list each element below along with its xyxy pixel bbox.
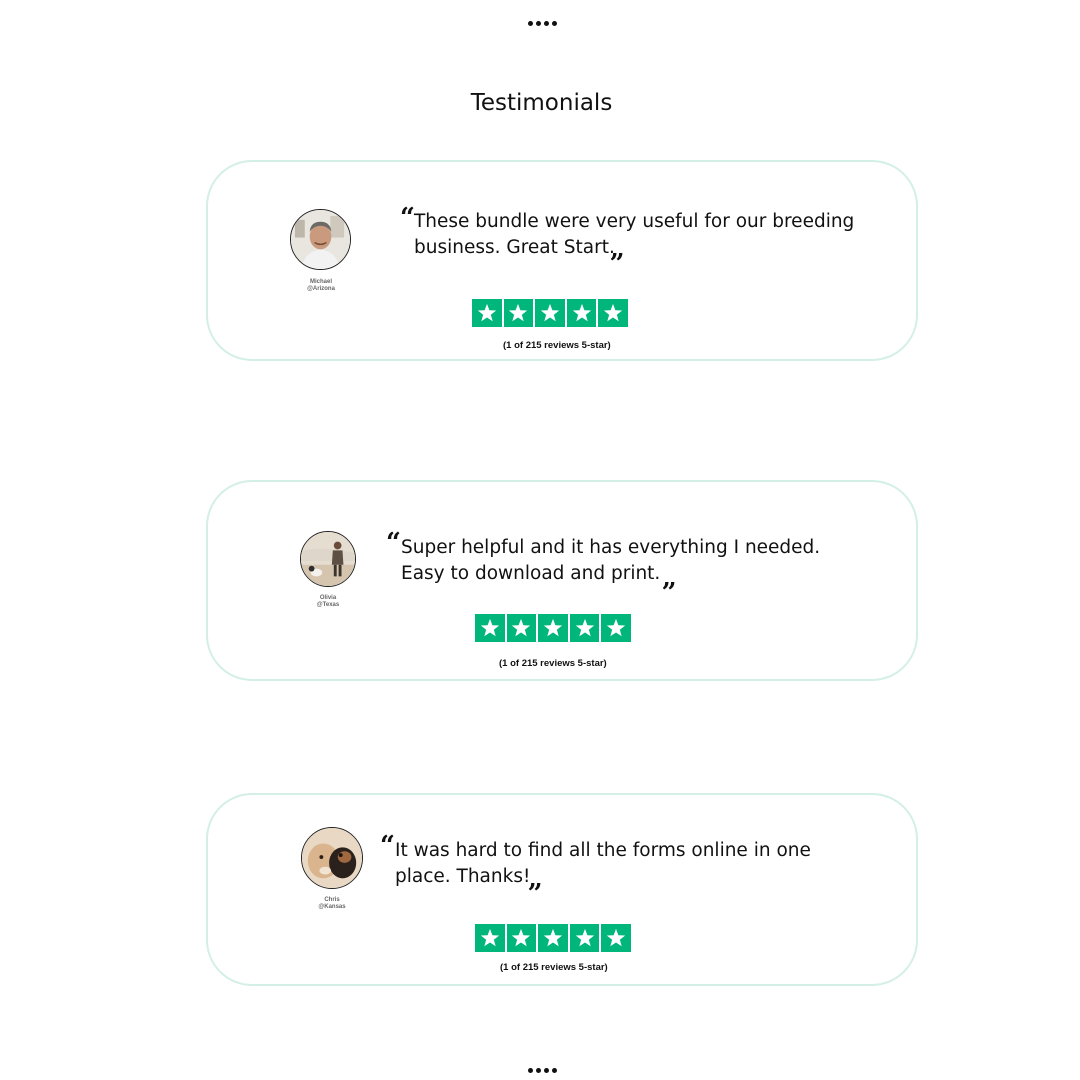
quote-open-icon: “ — [386, 528, 401, 558]
reviewer-info — [292, 897, 372, 911]
star-icon — [475, 614, 505, 642]
testimonial-quote — [401, 535, 820, 587]
star-icon — [538, 924, 568, 952]
reviewer-name: Michael — [309, 279, 332, 285]
star-rating — [475, 614, 631, 642]
testimonial-quote — [395, 838, 811, 894]
quote-line: business. Great Start. — [414, 237, 615, 258]
reviewer-name: Olivia — [319, 595, 337, 601]
star-icon — [475, 924, 505, 952]
star-icon — [538, 614, 568, 642]
reviewer-location: @Texas — [316, 602, 340, 608]
star-icon — [504, 299, 534, 327]
star-rating — [475, 924, 631, 952]
review-count: (1 of 215 reviews 5-star) — [503, 340, 611, 351]
star-icon — [567, 299, 597, 327]
reviewer-name: Chris — [324, 897, 340, 903]
star-icon — [507, 614, 537, 642]
dots-icon — [528, 21, 557, 26]
quote-line: Super helpful and it has everything I needed. — [401, 537, 821, 558]
star-icon — [570, 614, 600, 642]
star-icon — [535, 299, 565, 327]
review-count: (1 of 215 reviews 5-star) — [500, 962, 608, 973]
quote-close-icon: „ — [662, 563, 677, 593]
reviewer-location: @Kansas — [318, 904, 346, 910]
quote-close-icon: „ — [610, 234, 625, 264]
avatar — [290, 209, 351, 270]
dots-icon — [528, 1068, 557, 1073]
quote-line: place. Thanks! — [395, 866, 531, 887]
avatar — [301, 827, 363, 889]
quote-line: It was hard to find all the forms online in one — [395, 840, 811, 861]
star-icon — [507, 924, 537, 952]
quote-line: Easy to download and print. — [401, 563, 661, 584]
avatar — [300, 531, 356, 587]
reviewer-info — [288, 595, 368, 609]
quote-line: These bundle were very useful for our breeding — [414, 211, 855, 232]
star-icon — [601, 924, 631, 952]
quote-open-icon: “ — [400, 203, 415, 233]
star-rating — [472, 299, 628, 327]
reviewer-location: @Arizona — [307, 286, 335, 292]
star-icon — [601, 614, 631, 642]
page-title: Testimonials — [470, 90, 613, 116]
star-icon — [472, 299, 502, 327]
quote-close-icon: „ — [528, 864, 543, 894]
reviewer-info — [281, 279, 361, 293]
quote-open-icon: “ — [380, 831, 395, 861]
star-icon — [598, 299, 628, 327]
review-count: (1 of 215 reviews 5-star) — [499, 658, 607, 669]
star-icon — [570, 924, 600, 952]
testimonial-quote — [414, 209, 855, 264]
